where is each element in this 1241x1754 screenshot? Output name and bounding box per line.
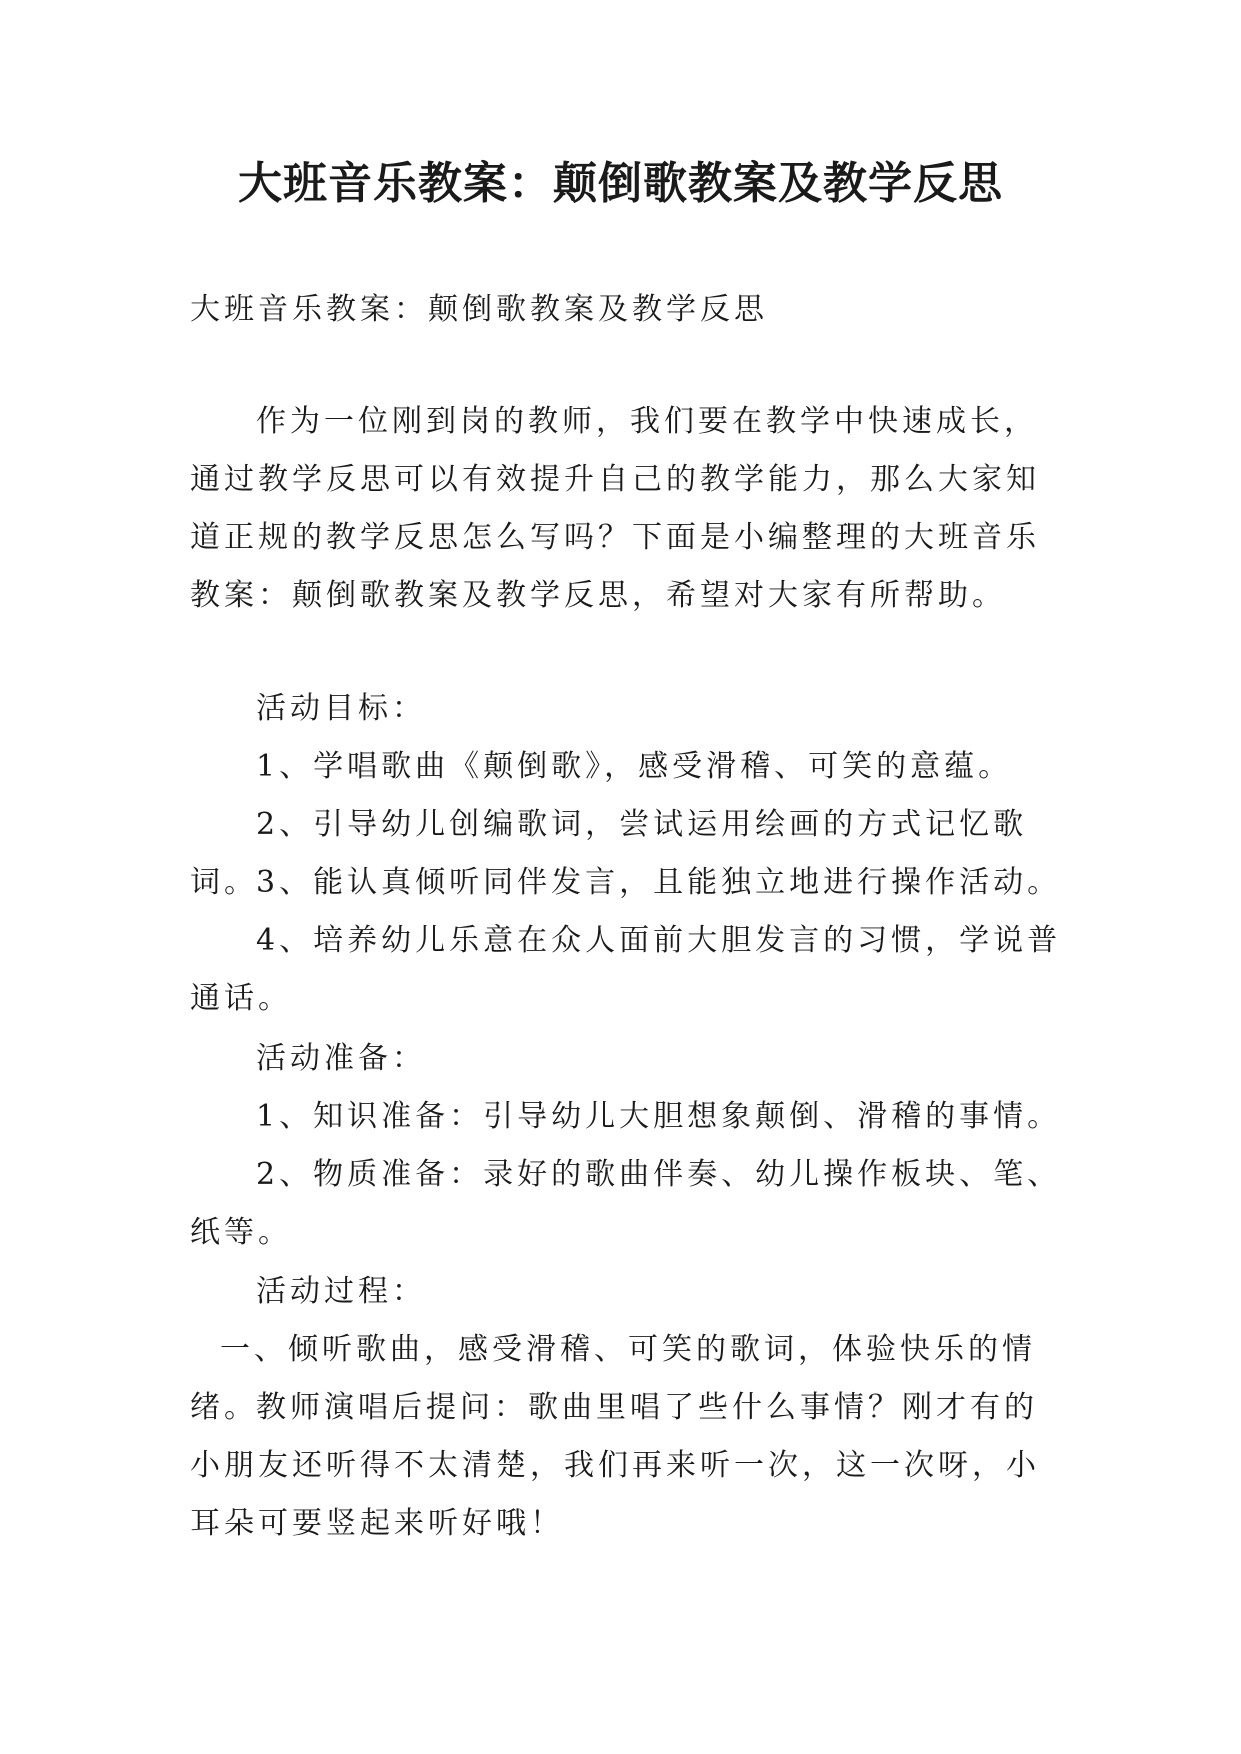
process-heading: 活动过程： — [256, 1274, 426, 1309]
prep-heading: 活动准备： — [256, 1041, 426, 1076]
document-subtitle: 大班音乐教案：颠倒歌教案及教学反思 — [190, 292, 768, 327]
goal-item: 4、培养幼儿乐意在众人面前大胆发言的习惯，学说普通话。 — [190, 923, 1062, 1016]
prep-item: 2、物质准备：录好的歌曲伴奏、幼儿操作板块、笔、纸等。 — [190, 1157, 1062, 1250]
goal-item: 3、能认真倾听同伴发言，且能独立地进行操作活动。 — [256, 865, 1062, 900]
prep-item: 1、知识准备：引导幼儿大胆想象颠倒、滑稽的事情。 — [256, 1099, 1062, 1134]
page-title: 大班音乐教案：颠倒歌教案及教学反思 — [238, 158, 1003, 209]
intro-paragraph: 作为一位刚到岗的教师，我们要在教学中快速成长，通过教学反思可以有效提升自己的教学能力，那么大家知道正规的教学反思怎么写吗？下面是小编整理的大班音乐教案：颠倒歌教案及教学反思，希望对大家有所帮助。 — [190, 404, 1040, 613]
goal-item: 1、学唱歌曲《颠倒歌》，感受滑稽、可笑的意蕴。 — [256, 749, 1013, 784]
process-text: 教师演唱后提问：歌曲里唱了些什么事情？刚才有的小朋友还听得不太清楚，我们再来听一次，这一次呀，小耳朵可要竖起来听好哦！ — [190, 1390, 1040, 1541]
process-step: 一、倾听歌曲，感受滑稽、可笑的歌词，体验快乐的情绪。 — [190, 1332, 1036, 1425]
goals-heading: 活动目标： — [256, 691, 426, 726]
goal-item: 2、引导幼儿创编歌词，尝试运用绘画的方式记忆歌词。 — [190, 807, 1028, 900]
